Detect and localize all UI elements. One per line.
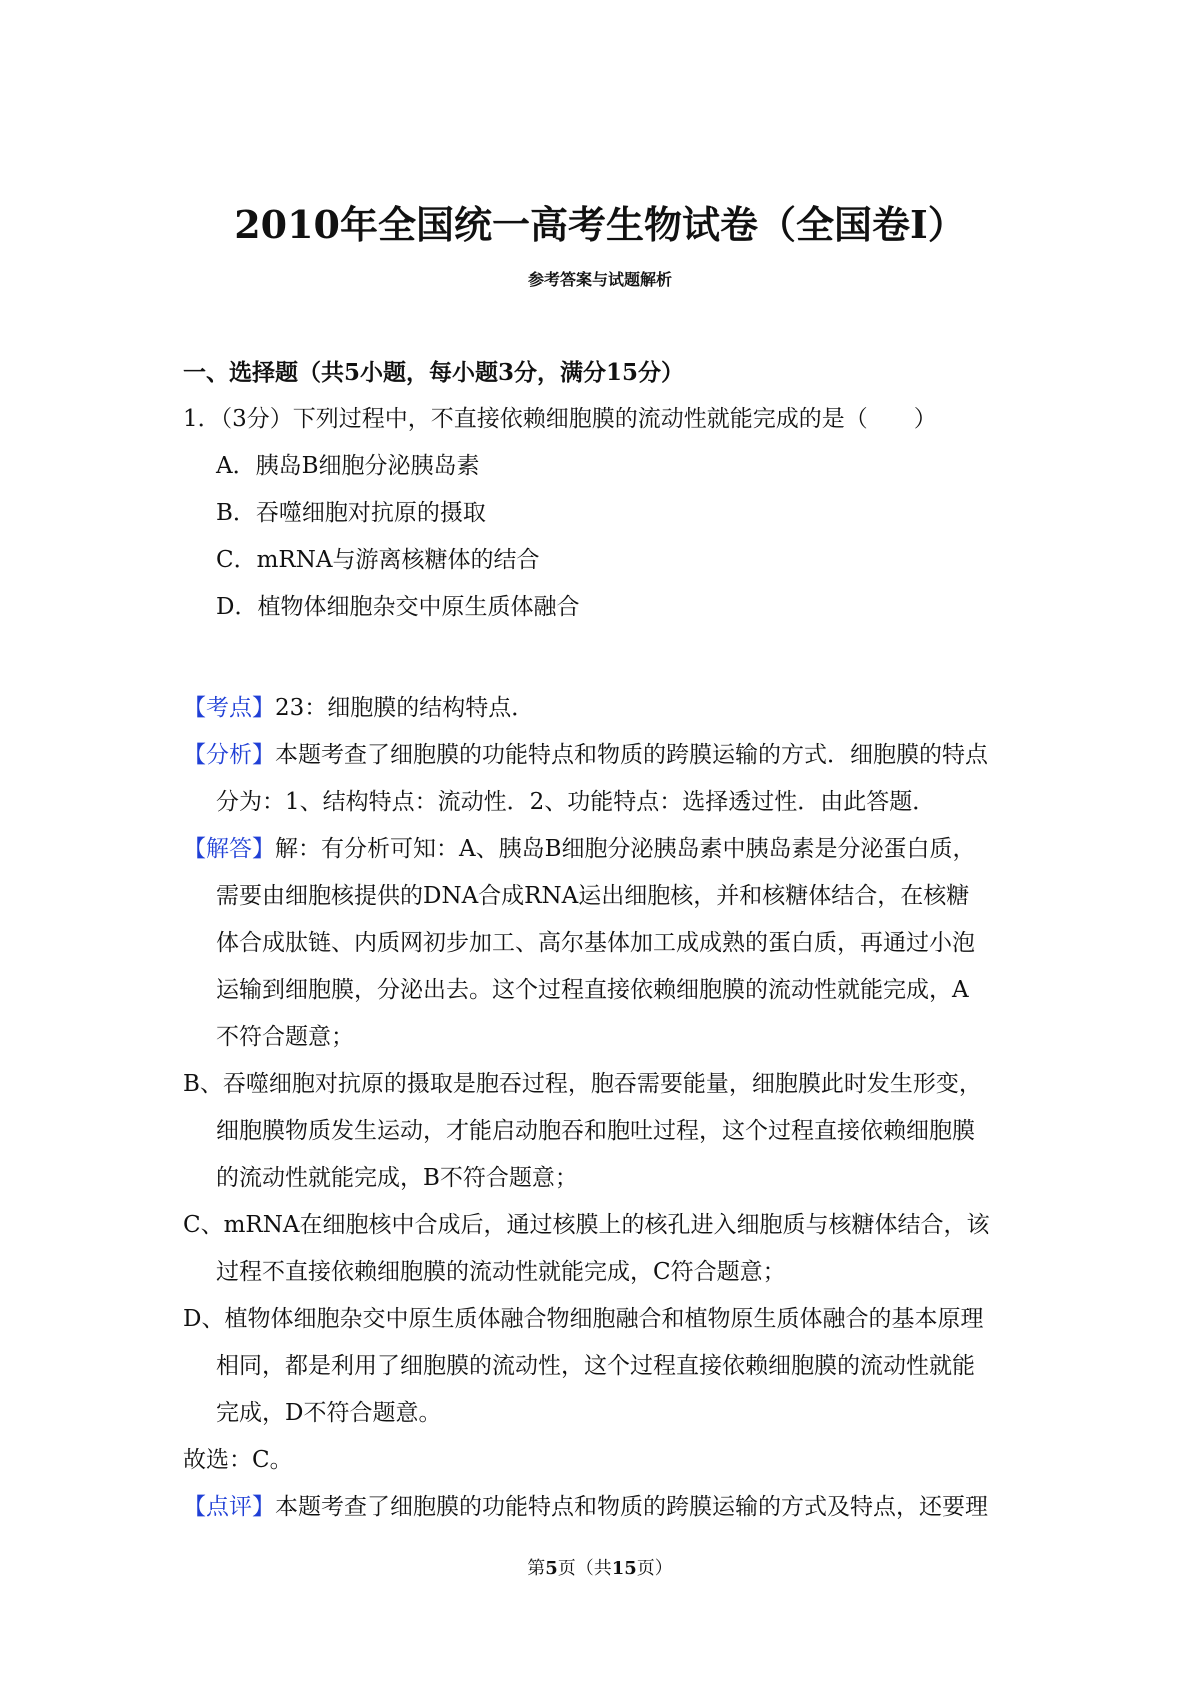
jieda-row [183, 834, 976, 864]
jieda-line-2: 需要由细胞核提供的DNA合成RNA运出细胞核，并和核糖体结合，在核糖 [216, 883, 970, 909]
footer-prefix: 第 [527, 1558, 546, 1579]
b-line-3: 的流动性就能完成，B不符合题意； [216, 1165, 578, 1191]
d-line-2: 相同，都是利用了细胞膜的流动性，这个过程直接依赖细胞膜的流动性就能 [216, 1353, 975, 1379]
fenxi-line-1: 本题考查了细胞膜的功能特点和物质的跨膜运输的方式．细胞膜的特点 [275, 742, 988, 768]
page-footer [0, 1556, 1200, 1582]
option-c: C．mRNA与游离核糖体的结合 [216, 547, 540, 573]
document-title: 2010年全国统一高考生物试卷（全国卷Ⅰ） [234, 202, 966, 247]
dianping-text: 本题考查了细胞膜的功能特点和物质的跨膜运输的方式及特点，还要理 [275, 1494, 988, 1520]
answer-line: 故选：C。 [183, 1447, 293, 1473]
question-stem: 1．（3分）下列过程中，不直接依赖细胞膜的流动性就能完成的是（ ） [183, 406, 937, 432]
footer-total-pages: 15 [611, 1558, 637, 1579]
dianping-tag: 【点评】 [183, 1494, 275, 1520]
fenxi-line-2: 分为：1、结构特点：流动性．2、功能特点：选择透过性．由此答题． [216, 789, 936, 815]
kaodian-row [183, 693, 534, 723]
jieda-line-4: 运输到细胞膜，分泌出去。这个过程直接依赖细胞膜的流动性就能完成，A [216, 977, 969, 1003]
b-line-1: B、吞噬细胞对抗原的摄取是胞吞过程，胞吞需要能量，细胞膜此时发生形变， [183, 1071, 982, 1097]
d-line-1: D、植物体细胞杂交中原生质体融合物细胞融合和植物原生质体融合的基本原理 [183, 1306, 984, 1332]
kaodian-text: 23：细胞膜的结构特点． [275, 695, 535, 721]
dianping-row [183, 1492, 988, 1522]
footer-page-number: 5 [545, 1558, 558, 1579]
kaodian-tag: 【考点】 [183, 695, 275, 721]
section-heading: 一、选择题（共5小题，每小题3分，满分15分） [183, 359, 685, 386]
jieda-line-3: 体合成肽链、内质网初步加工、高尔基体加工成成熟的蛋白质，再通过小泡 [216, 930, 975, 956]
footer-suffix: 页） [636, 1558, 673, 1579]
jieda-line-5: 不符合题意； [216, 1024, 354, 1050]
c-line-2: 过程不直接依赖细胞膜的流动性就能完成，C符合题意； [216, 1259, 786, 1285]
fenxi-tag: 【分析】 [183, 742, 275, 768]
d-line-3: 完成，D不符合题意。 [216, 1400, 442, 1426]
footer-middle: 页（共 [557, 1558, 612, 1579]
fenxi-row [183, 740, 988, 770]
option-a: A．胰岛B细胞分泌胰岛素 [216, 453, 480, 479]
option-d: D．植物体细胞杂交中原生质体融合 [216, 594, 580, 620]
b-line-2: 细胞膜物质发生运动，才能启动胞吞和胞吐过程，这个过程直接依赖细胞膜 [216, 1118, 975, 1144]
c-line-1: C、mRNA在细胞核中合成后，通过核膜上的核孔进入细胞质与核糖体结合，该 [183, 1212, 990, 1238]
jieda-line-1: 解：有分析可知：A、胰岛B细胞分泌胰岛素中胰岛素是分泌蛋白质， [275, 836, 976, 862]
jieda-tag: 【解答】 [183, 836, 275, 862]
option-b: B．吞噬细胞对抗原的摄取 [216, 500, 486, 526]
document-subtitle: 参考答案与试题解析 [527, 270, 672, 289]
